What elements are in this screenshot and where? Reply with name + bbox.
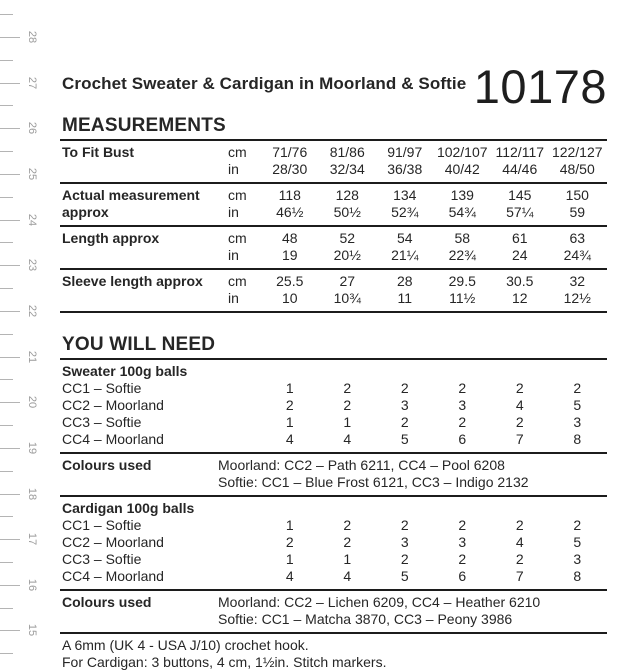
ruler-minor-tick (0, 105, 13, 106)
ruler-major-tick (0, 357, 20, 358)
ruler-number: 15 (26, 624, 38, 637)
yarn-ball-count: 3 (400, 397, 409, 413)
measurement-label (60, 144, 228, 161)
ruler-major-tick (0, 585, 20, 586)
yarn-ball-count: 4 (515, 397, 524, 413)
value-in: 10 (281, 290, 298, 306)
colours-used-line: Moorland: CC2 – Path 6211, CC4 – Pool 6208 (218, 457, 505, 473)
scan-ruler (0, 0, 48, 670)
size-value-cell (261, 230, 319, 264)
yarn-ball-count: 2 (515, 551, 524, 567)
size-value-cell (319, 273, 377, 307)
yarn-colour-label: CC1 – Softie (62, 517, 142, 533)
yarn-ball-count: 2 (343, 380, 352, 396)
colours-used-row (60, 589, 607, 634)
ruler-minor-tick (0, 242, 13, 243)
ruler-major-tick (0, 539, 20, 540)
value-in: 24 (511, 247, 528, 263)
yarn-ball-count: 2 (458, 380, 467, 396)
value-in: 28/30 (272, 161, 308, 177)
page-content (60, 0, 607, 670)
size-value-cell (319, 187, 377, 221)
yarn-ball-count: 5 (400, 431, 409, 447)
value-cm: 28 (396, 273, 413, 289)
ruler-major-tick (0, 265, 20, 266)
yarn-row (60, 397, 607, 414)
yarn-ball-count: 2 (573, 380, 582, 396)
value-cm: 81/86 (329, 144, 365, 160)
value-cm: 29.5 (448, 273, 476, 289)
value-cm: 122/127 (551, 144, 603, 160)
measurement-row (60, 227, 607, 270)
size-value-cell (319, 230, 377, 264)
ruler-minor-tick (0, 197, 13, 198)
yarn-colour-label: CC3 – Softie (62, 414, 142, 430)
size-value-cell (261, 187, 319, 221)
ruler-minor-tick (0, 14, 13, 15)
value-in: 50½ (333, 204, 361, 220)
yarn-ball-count: 2 (285, 397, 294, 413)
yarn-ball-count: 2 (400, 414, 409, 430)
colours-used-lines (218, 457, 529, 491)
value-in: 20½ (333, 247, 361, 263)
ruler-number: 25 (26, 167, 38, 181)
colours-used-label: Colours used (62, 594, 152, 610)
yarn-ball-count: 2 (515, 380, 524, 396)
value-in: 32/34 (329, 161, 365, 177)
value-cm: 58 (454, 230, 471, 246)
yarn-ball-count: 2 (400, 551, 409, 567)
cardigan-note: For Cardigan: 3 buttons, 4 cm, 1½in. Stitch markers. (62, 654, 387, 670)
yarn-ball-count: 2 (343, 517, 352, 533)
value-in: 59 (569, 204, 586, 220)
size-value-cell (376, 230, 434, 264)
yarn-ball-count: 7 (515, 568, 524, 584)
yarn-ball-count: 1 (285, 551, 294, 567)
yarn-colour-label: CC4 – Moorland (62, 568, 164, 584)
size-value-cell (319, 144, 377, 178)
measurement-row (60, 270, 607, 313)
value-cm: 27 (339, 273, 356, 289)
unit-cm: cm (228, 230, 247, 246)
yarn-ball-count: 3 (458, 534, 467, 550)
yarn-ball-count: 4 (515, 534, 524, 550)
size-value-cell (434, 187, 492, 221)
yarn-ball-count: 1 (285, 380, 294, 396)
yarn-section-title: Sweater 100g balls (62, 363, 188, 379)
value-cm: 128 (335, 187, 359, 203)
ruler-minor-tick (0, 653, 13, 654)
value-cm: 139 (450, 187, 474, 203)
value-cm: 30.5 (506, 273, 534, 289)
unit-in: in (228, 204, 239, 220)
ruler-number: 26 (26, 122, 38, 135)
size-value-cell (549, 230, 607, 264)
yarn-ball-count: 3 (458, 397, 467, 413)
value-cm: 112/117 (495, 144, 545, 160)
ruler-major-tick (0, 174, 20, 175)
value-in: 44/46 (502, 161, 538, 177)
value-cm: 25.5 (276, 273, 304, 289)
yarn-ball-count: 5 (400, 568, 409, 584)
yarn-row (60, 517, 607, 534)
size-value-cell (491, 144, 549, 178)
value-cm: 48 (281, 230, 298, 246)
ruler-number: 28 (26, 30, 38, 44)
unit-cell (228, 273, 261, 307)
colours-used-lines (218, 594, 540, 628)
measurement-label (60, 273, 228, 290)
measurement-label-line2: approx (62, 204, 109, 220)
ruler-major-tick (0, 448, 20, 449)
yarn-ball-count: 4 (343, 431, 352, 447)
pattern-number: 10178 (473, 60, 607, 113)
ruler-minor-tick (0, 334, 13, 335)
value-cm: 150 (565, 187, 589, 203)
value-in: 52¾ (391, 204, 419, 220)
value-cm: 32 (569, 273, 586, 289)
ruler-major-tick (0, 37, 20, 38)
yarn-sections (60, 360, 607, 634)
yarn-ball-count: 3 (573, 414, 582, 430)
value-cm: 63 (569, 230, 586, 246)
notions-footer (60, 634, 607, 670)
measurement-row (60, 141, 607, 184)
size-value-cell (376, 187, 434, 221)
size-value-cell (491, 230, 549, 264)
value-cm: 145 (508, 187, 532, 203)
page-header (60, 0, 607, 113)
yarn-row (60, 431, 607, 448)
unit-cm: cm (228, 144, 247, 160)
unit-in: in (228, 290, 239, 306)
value-in: 36/38 (387, 161, 423, 177)
ruler-minor-tick (0, 60, 13, 61)
colours-used-line: Softie: CC1 – Blue Frost 6121, CC3 – Indigo 2132 (218, 474, 529, 490)
size-value-cell (434, 273, 492, 307)
ruler-number: 17 (26, 533, 38, 546)
size-value-cell (491, 187, 549, 221)
size-value-cell (549, 273, 607, 307)
yarn-ball-count: 7 (515, 431, 524, 447)
ruler-number: 23 (26, 259, 38, 272)
yarn-ball-count: 6 (458, 568, 467, 584)
yarn-ball-count: 8 (573, 568, 582, 584)
you-will-need-heading: YOU WILL NEED (60, 335, 607, 360)
size-value-cell (376, 273, 434, 307)
yarn-ball-count: 1 (343, 414, 352, 430)
measurements-table (60, 141, 607, 313)
value-cm: 91/97 (387, 144, 423, 160)
value-in: 57¼ (506, 204, 534, 220)
value-cm: 54 (396, 230, 413, 246)
ruler-major-tick (0, 311, 20, 312)
yarn-ball-count: 4 (285, 568, 294, 584)
ruler-minor-tick (0, 425, 13, 426)
value-in: 19 (281, 247, 298, 263)
yarn-ball-count: 2 (285, 534, 294, 550)
size-value-cell (549, 187, 607, 221)
size-value-cell (261, 273, 319, 307)
yarn-ball-count: 5 (573, 397, 582, 413)
yarn-section-title: Cardigan 100g balls (62, 500, 195, 516)
yarn-ball-count: 2 (458, 414, 467, 430)
yarn-ball-count: 2 (400, 517, 409, 533)
value-in: 11½ (449, 290, 476, 306)
yarn-row (60, 551, 607, 568)
yarn-ball-count: 2 (343, 534, 352, 550)
unit-cm: cm (228, 187, 247, 203)
ruler-minor-tick (0, 562, 13, 563)
ruler-minor-tick (0, 151, 13, 152)
yarn-row (60, 380, 607, 397)
value-cm: 102/107 (436, 144, 488, 160)
yarn-row (60, 568, 607, 585)
ruler-major-tick (0, 128, 20, 129)
ruler-number: 21 (26, 350, 38, 363)
value-cm: 52 (339, 230, 356, 246)
unit-in: in (228, 161, 239, 177)
unit-cell (228, 230, 261, 264)
ruler-number: 24 (26, 213, 38, 226)
yarn-ball-count: 2 (400, 380, 409, 396)
measurements-heading: MEASUREMENTS (60, 116, 607, 141)
yarn-colour-label: CC3 – Softie (62, 551, 142, 567)
value-in: 12½ (563, 290, 591, 306)
measurement-label (60, 187, 228, 221)
measurement-label-line1: Actual measurement (62, 187, 200, 203)
yarn-ball-count: 2 (458, 517, 467, 533)
ruler-minor-tick (0, 471, 13, 472)
ruler-minor-tick (0, 379, 13, 380)
yarn-ball-count: 3 (400, 534, 409, 550)
value-in: 10¾ (333, 290, 361, 306)
yarn-colour-label: CC1 – Softie (62, 380, 142, 396)
measurement-label-line1: Length approx (62, 230, 160, 246)
yarn-ball-count: 3 (573, 551, 582, 567)
value-in: 22¾ (448, 247, 476, 263)
ruler-number: 27 (26, 76, 38, 89)
ruler-major-tick (0, 220, 20, 221)
yarn-ball-count: 5 (573, 534, 582, 550)
yarn-row (60, 534, 607, 551)
size-value-cell (491, 273, 549, 307)
value-in: 40/42 (444, 161, 480, 177)
ruler-minor-tick (0, 516, 13, 517)
ruler-minor-tick (0, 288, 13, 289)
value-cm: 71/76 (272, 144, 308, 160)
yarn-ball-count: 2 (515, 414, 524, 430)
value-cm: 134 (393, 187, 417, 203)
size-value-cell (434, 230, 492, 264)
ruler-number: 19 (26, 441, 38, 454)
colours-used-line: Softie: CC1 – Matcha 3870, CC3 – Peony 3986 (218, 611, 513, 627)
value-in: 11 (397, 290, 413, 306)
colours-used-line: Moorland: CC2 – Lichen 6209, CC4 – Heather 6210 (218, 594, 541, 610)
yarn-colour-label: CC2 – Moorland (62, 397, 164, 413)
hook-note: A 6mm (UK 4 - USA J/10) crochet hook. (62, 637, 309, 653)
value-in: 12 (511, 290, 528, 306)
ruler-major-tick (0, 630, 20, 631)
yarn-ball-count: 6 (458, 431, 467, 447)
measurement-row (60, 184, 607, 227)
yarn-ball-count: 8 (573, 431, 582, 447)
size-value-cell (434, 144, 492, 178)
value-in: 21¼ (391, 247, 419, 263)
unit-cm: cm (228, 273, 247, 289)
yarn-colour-label: CC4 – Moorland (62, 431, 164, 447)
ruler-major-tick (0, 494, 20, 495)
ruler-number: 22 (26, 304, 38, 318)
yarn-ball-count: 4 (285, 431, 294, 447)
ruler-number: 20 (26, 396, 38, 409)
yarn-ball-count: 4 (343, 568, 352, 584)
yarn-ball-count: 2 (343, 397, 352, 413)
yarn-ball-count: 1 (285, 414, 294, 430)
ruler-minor-tick (0, 608, 13, 609)
size-value-cell (261, 144, 319, 178)
colours-used-label: Colours used (62, 457, 152, 473)
value-in: 54¾ (448, 204, 476, 220)
value-in: 24¾ (563, 247, 591, 263)
colours-used-row (60, 452, 607, 497)
ruler-number: 18 (26, 487, 38, 500)
yarn-ball-count: 2 (458, 551, 467, 567)
yarn-row (60, 414, 607, 431)
yarn-ball-count: 1 (343, 551, 352, 567)
ruler-major-tick (0, 83, 20, 84)
page-title: Crochet Sweater & Cardigan in Moorland & Softie (62, 74, 467, 93)
measurement-label-line1: Sleeve length approx (62, 273, 203, 289)
ruler-major-tick (0, 402, 20, 403)
size-value-cell (549, 144, 607, 178)
ruler-number: 16 (26, 578, 38, 591)
size-value-cell (376, 144, 434, 178)
yarn-ball-count: 2 (515, 517, 524, 533)
yarn-ball-count: 1 (285, 517, 294, 533)
measurement-label (60, 230, 228, 247)
unit-in: in (228, 247, 239, 263)
unit-cell (228, 144, 261, 178)
unit-cell (228, 187, 261, 221)
yarn-colour-label: CC2 – Moorland (62, 534, 164, 550)
value-in: 46½ (276, 204, 304, 220)
measurement-label-line1: To Fit Bust (62, 144, 135, 160)
value-in: 48/50 (559, 161, 595, 177)
value-cm: 118 (278, 187, 301, 203)
yarn-ball-count: 2 (573, 517, 582, 533)
value-cm: 61 (511, 230, 528, 246)
